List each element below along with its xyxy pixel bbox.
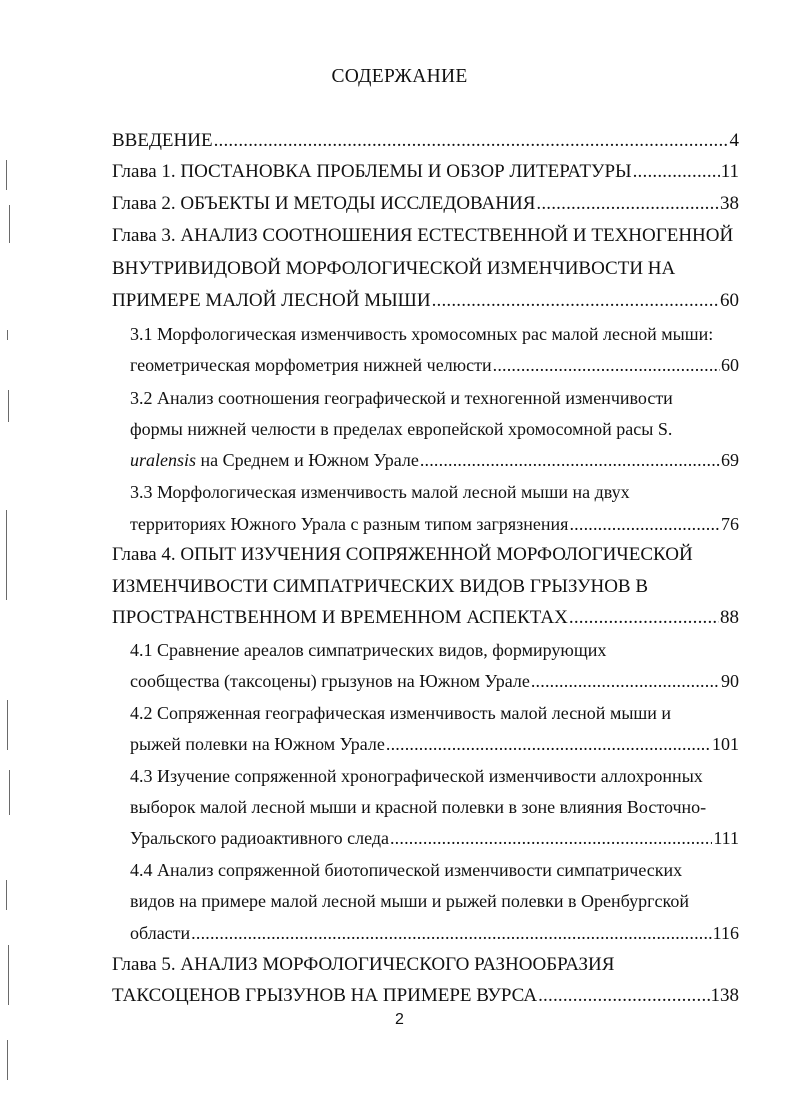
scan-artifact — [7, 1040, 8, 1080]
toc-entry-chapter-3-line1[interactable] — [112, 222, 739, 250]
toc-entry-3-2-line2[interactable] — [130, 415, 739, 443]
scan-artifact — [8, 390, 9, 422]
scan-artifact — [6, 160, 7, 190]
leader-dots — [569, 510, 720, 538]
toc-entry-3-2-line1[interactable] — [130, 384, 739, 412]
toc-entry-chapter-2[interactable] — [112, 190, 739, 218]
toc-entry-4-4-line3[interactable] — [130, 919, 739, 947]
toc-entry-text: Глава 2. ОБЪЕКТЫ И МЕТОДЫ ИССЛЕДОВАНИЯ — [112, 193, 536, 214]
toc-entry-text: ПРИМЕРЕ МАЛОЙ ЛЕСНОЙ МЫШИ — [112, 290, 431, 311]
toc-entry-text: области — [130, 923, 191, 943]
leader-dots — [538, 982, 709, 1010]
leader-dots — [420, 446, 720, 474]
toc-entry-chapter-5-line1[interactable] — [112, 951, 739, 979]
toc-page-number: 11 — [720, 161, 739, 182]
toc-entry-4-1-line2[interactable] — [130, 667, 739, 695]
toc-entry-text: ВВЕДЕНИЕ — [112, 130, 213, 151]
toc-entry-text: ВНУТРИВИДОВОЙ МОРФОЛОГИЧЕСКОЙ ИЗМЕНЧИВОСТИ НА — [112, 258, 676, 279]
leader-dots — [569, 604, 719, 632]
toc-entry-text: рыжей полевки на Южном Урале — [130, 734, 385, 754]
leader-dots — [390, 824, 712, 852]
toc-page-number: 60 — [720, 290, 739, 311]
toc-entry-4-2-line2[interactable] — [130, 730, 739, 758]
leader-dots — [633, 158, 720, 186]
toc-entry-text: формы нижней челюсти в пределах европейской хромосомной расы S. — [130, 419, 673, 439]
toc-entry-text: видов на примере малой лесной мыши и рыжей полевки в Оренбургской — [130, 891, 689, 911]
page-title: СОДЕРЖАНИЕ — [331, 66, 468, 87]
page-number: 2 — [395, 1011, 404, 1028]
toc-entry-4-4-line1[interactable] — [130, 856, 739, 884]
leader-dots — [191, 919, 711, 947]
toc-entry-chapter-3-line3[interactable] — [112, 287, 739, 315]
toc-entry-text: 4.3 Изучение сопряженной хронографической изменчивости аллохронных — [130, 766, 703, 786]
toc-entry-text: Глава 3. АНАЛИЗ СООТНОШЕНИЯ ЕСТЕСТВЕННОЙ И ТЕХНОГЕННОЙ — [112, 225, 734, 246]
toc-entry-text: ПРОСТРАНСТВЕННОМ И ВРЕМЕННОМ АСПЕКТАХ — [112, 607, 568, 628]
toc-entry-4-4-line2[interactable] — [130, 887, 739, 915]
toc-entry-text: 4.4 Анализ сопряженной биотопической изменчивости симпатрических — [130, 860, 683, 880]
toc-entry-text-rest: на Среднем и Южном Урале — [196, 450, 419, 470]
toc-entry-text: 4.1 Сравнение ареалов симпатрических видов, формирующих — [130, 640, 607, 660]
toc-entry-chapter-4-line3[interactable] — [112, 604, 739, 632]
toc-entry-chapter-4-line1[interactable] — [112, 541, 739, 569]
toc-entry-text: Глава 5. АНАЛИЗ МОРФОЛОГИЧЕСКОГО РАЗНООБРАЗИЯ — [112, 954, 615, 975]
scan-artifact — [9, 770, 10, 815]
toc-entry-text: ТАКСОЦЕНОВ ГРЫЗУНОВ НА ПРИМЕРЕ ВУРСА — [112, 985, 538, 1006]
toc-entry-chapter-3-line2[interactable] — [112, 255, 739, 283]
scan-artifact — [7, 700, 8, 750]
toc-entry-3-2-line3[interactable] — [130, 446, 739, 474]
toc-entry-4-3-line3[interactable] — [130, 824, 739, 852]
toc-entry-4-2-line1[interactable] — [130, 699, 739, 727]
toc-entry-4-1-line1[interactable] — [130, 636, 739, 664]
toc-entry-introduction[interactable] — [112, 127, 739, 155]
leader-dots — [536, 190, 719, 218]
toc-entry-text — [130, 446, 419, 474]
toc-page-number: 101 — [712, 734, 739, 754]
toc-entry-text: 4.2 Сопряженная географическая изменчивость малой лесной мыши и — [130, 703, 672, 723]
toc-entry-3-1-line1[interactable] — [130, 320, 739, 348]
scan-artifact — [6, 510, 7, 600]
toc-page-number: 4 — [729, 130, 739, 151]
toc-entry-3-3-line2[interactable] — [130, 510, 739, 538]
toc-entry-text: Глава 1. ПОСТАНОВКА ПРОБЛЕМЫ И ОБЗОР ЛИТЕРАТУРЫ — [112, 161, 632, 182]
scan-artifact — [6, 880, 7, 910]
scan-artifact — [8, 945, 9, 1005]
leader-dots — [493, 351, 720, 379]
toc-entry-3-1-line2[interactable] — [130, 351, 739, 379]
toc-page-number: 88 — [720, 607, 739, 628]
toc-entry-text: геометрическая морфометрия нижней челюсти — [130, 355, 492, 375]
toc-entry-4-3-line2[interactable] — [130, 793, 739, 821]
toc-page-number: 116 — [712, 923, 739, 943]
toc-entry-text: Уральского радиоактивного следа — [130, 828, 389, 848]
toc-entry-text: 3.2 Анализ соотношения географической и техногенной изменчивости — [130, 388, 673, 408]
leader-dots — [214, 127, 729, 155]
toc-entry-chapter-4-line2[interactable] — [112, 573, 739, 601]
toc-page-number: 111 — [713, 828, 739, 848]
toc-entry-text: сообщества (таксоцены) грызунов на Южном Урале — [130, 671, 530, 691]
toc-page-number: 76 — [721, 514, 739, 534]
toc-entry-chapter-1[interactable] — [112, 158, 739, 186]
toc-page-number: 138 — [710, 985, 739, 1006]
leader-dots — [432, 287, 719, 315]
scan-artifact — [9, 205, 10, 243]
toc-entry-chapter-5-line2[interactable] — [112, 982, 739, 1010]
toc-entry-text: 3.3 Морфологическая изменчивость малой лесной мыши на двух — [130, 482, 630, 502]
toc-entry-text: территориях Южного Урала с разным типом загрязнения — [130, 514, 569, 534]
leader-dots — [531, 667, 720, 695]
toc-entry-text: 3.1 Морфологическая изменчивость хромосомных рас малой лесной мыши: — [130, 324, 714, 344]
toc-page-number: 90 — [721, 671, 739, 691]
toc-entry-text: ИЗМЕНЧИВОСТИ СИМПАТРИЧЕСКИХ ВИДОВ ГРЫЗУНОВ В — [112, 576, 649, 597]
toc-page-number: 38 — [720, 193, 739, 214]
species-name-italic: uralensis — [130, 450, 197, 470]
toc-page-number: 69 — [721, 450, 739, 470]
toc-entry-text: Глава 4. ОПЫТ ИЗУЧЕНИЯ СОПРЯЖЕННОЙ МОРФОЛОГИЧЕСКОЙ — [112, 544, 693, 565]
scan-artifact — [7, 330, 8, 340]
toc-entry-4-3-line1[interactable] — [130, 762, 739, 790]
toc-entry-text: выборок малой лесной мыши и красной полевки в зоне влияния Восточно- — [130, 797, 707, 817]
toc-entry-3-3-line1[interactable] — [130, 478, 739, 506]
toc-page-number: 60 — [721, 355, 739, 375]
leader-dots — [386, 730, 711, 758]
